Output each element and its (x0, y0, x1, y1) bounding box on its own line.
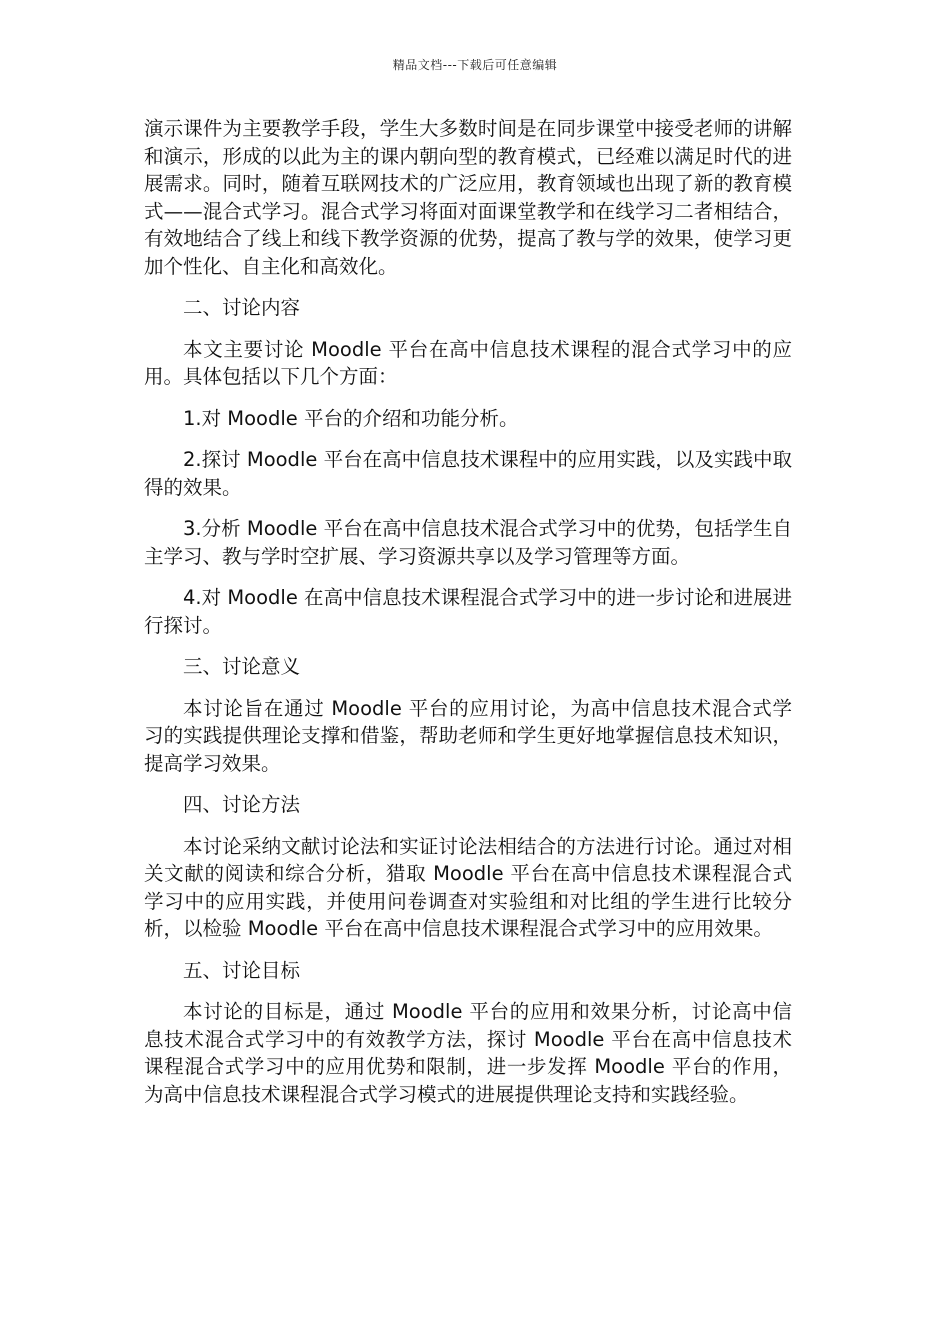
section2-list-item-1: 1.对 Moodle 平台的介绍和功能分析。 (183, 406, 519, 430)
section2-list-item-2: 2.探讨 Moodle 平台在高中信息技术课程中的应用实践，以及实践中取得的效果。 (144, 448, 792, 499)
document-body (144, 115, 792, 1122)
section5-heading: 五、讨论目标 (183, 958, 301, 982)
section5-body-paragraph: 本讨论的目标是，通过 Moodle 平台的应用和效果分析，讨论高中信息技术混合式学习中的有效教学方法，探讨 Moodle 平台在高中信息技术课程混合式学习中的应用优势和限制，进一步发挥 Moodle 平台的作用，为高中信息技术课程混合式学习模式的进展提供理论支持和实践经验。 (144, 1000, 792, 1106)
section2-list-item-4: 4.对 Moodle 在高中信息技术课程混合式学习中的进一步讨论和进展进行探讨。 (144, 586, 792, 637)
page-header: 精品文档---下载后可任意编辑 (392, 58, 558, 72)
section3-body-paragraph: 本讨论旨在通过 Moodle 平台的应用讨论，为高中信息技术混合式学习的实践提供理论支撑和借鉴，帮助老师和学生更好地掌握信息技术知识，提高学习效果。 (144, 696, 792, 775)
section3-heading: 三、讨论意义 (183, 655, 301, 678)
section2-intro-paragraph: 本文主要讨论 Moodle 平台在高中信息技术课程的混合式学习中的应用。具体包括以下几个方面： (144, 337, 792, 388)
section4-body-paragraph: 本讨论采纳文献讨论法和实证讨论法相结合的方法进行讨论。通过对相关文献的阅读和综合分析，猎取 Moodle 平台在高中信息技术课程混合式学习中的应用实践，并使用问卷调查对实验组和对比组的学生进行比较分析，以检验 Moodle 平台在高中信息技术课程混合式学习中的应用效果。 (144, 834, 792, 940)
section2-heading: 二、讨论内容 (183, 296, 301, 319)
section2-list-item-3: 3.分析 Moodle 平台在高中信息技术混合式学习中的优势，包括学生自主学习、教与学时空扩展、学习资源共享以及学习管理等方面。 (144, 517, 792, 568)
section4-heading: 四、讨论方法 (183, 793, 301, 816)
intro-continued-paragraph: 演示课件为主要教学手段，学生大多数时间是在同步课堂中接受老师的讲解和演示，形成的以此为主的课内朝向型的教育模式，已经难以满足时代的进展需求。同时，随着互联网技术的广泛应用，教育领域也出现了新的教育模式——混合式学习。混合式学习将面对面课堂教学和在线学习二者相结合，有效地结合了线上和线下教学资源的优势，提高了教与学的效果，使学习更加个性化、自主化和高效化。 (144, 117, 792, 278)
